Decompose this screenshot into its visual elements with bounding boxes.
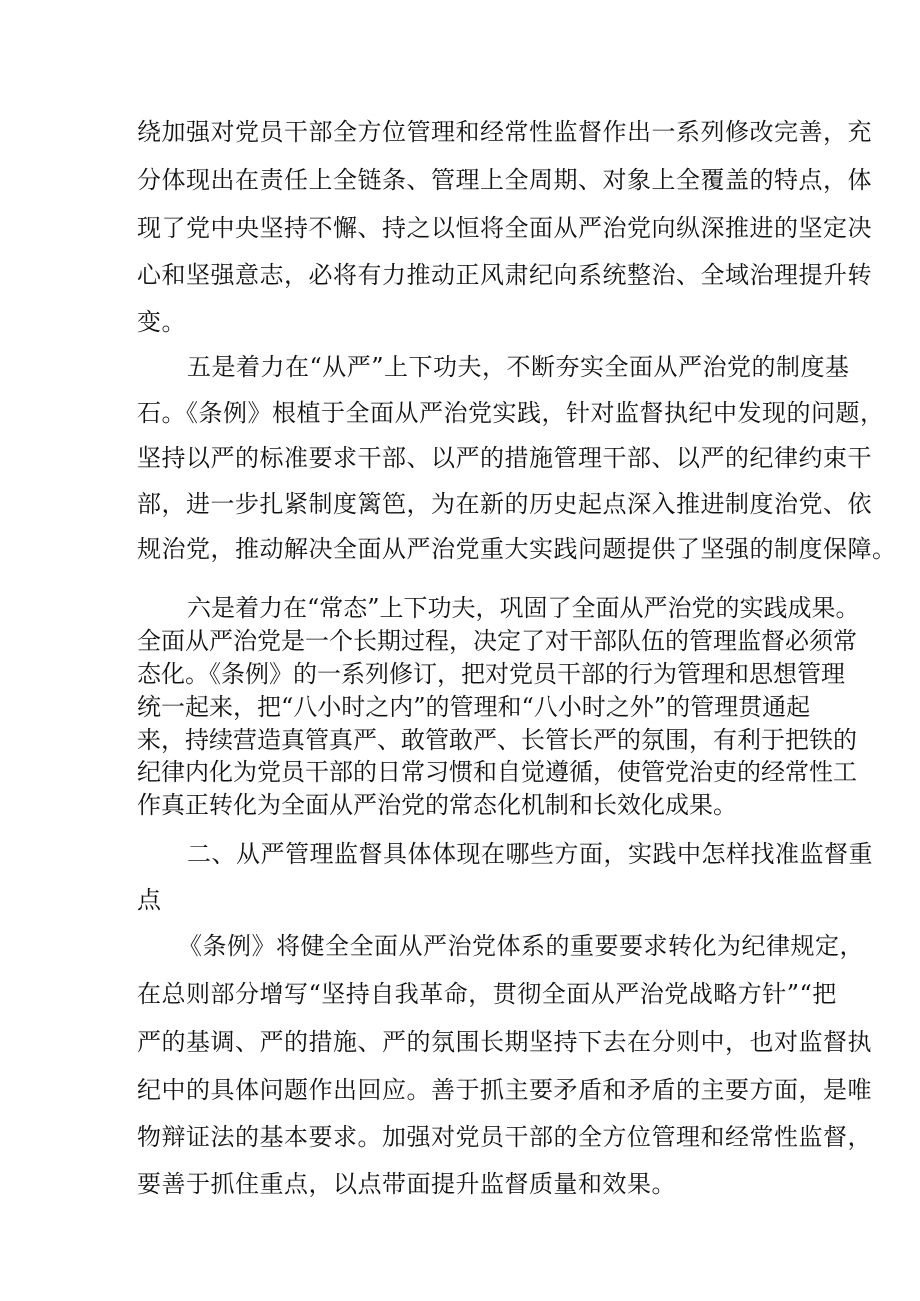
- text-line: 规治党，推动解决全面从严治党重大实践问题提供了坚强的制度保障。: [137, 535, 897, 563]
- heading-line: 点: [137, 886, 162, 914]
- text-line: 来，持续营造真管真严、敢管敢严、长管长严的氛围，有利于把铁的: [137, 726, 857, 754]
- heading-line: 二、从严管理监督具体体现在哪些方面，实践中怎样找准监督重: [187, 840, 873, 868]
- text-line: 五是着力在“从严”上下功夫，不断夯实全面从严治党的制度基: [187, 353, 850, 381]
- text-line: 纪律内化为党员干部的日常习惯和自觉遵循，使管党治吏的经常性工: [137, 758, 857, 786]
- text-line: 部，进一步扎紧制度篱笆，为在新的历史起点深入推进制度治党、依: [137, 490, 872, 518]
- text-line: 现了党中央坚持不懈、持之以恒将全面从严治党向纵深推进的坚定决: [137, 214, 872, 242]
- text-line: 六是着力在“常态”上下功夫，巩固了全面从严治党的实践成果。: [187, 594, 860, 622]
- text-line: 全面从严治党是一个长期过程，决定了对干部队伍的管理监督必须常: [137, 627, 857, 655]
- text-line: 统一起来，把“八小时之内”的管理和“八小时之外”的管理贯通起: [137, 693, 811, 721]
- text-line: 物辩证法的基本要求。加强对党员干部的全方位管理和经常性监督，: [137, 1123, 872, 1151]
- text-line: 分体现出在责任上全链条、管理上全周期、对象上全覆盖的特点，体: [137, 166, 872, 194]
- text-line: 纪中的具体问题作出回应。善于抓主要矛盾和矛盾的主要方面，是唯: [137, 1076, 872, 1104]
- text-line: 坚持以严的标准要求干部、以严的措施管理干部、以严的纪律约束干: [137, 444, 872, 472]
- text-line: 心和坚强意志，必将有力推动正风肃纪向系统整治、全域治理提升转: [137, 261, 872, 289]
- text-line: 石。《条例》根植于全面从严治党实践，针对监督执纪中发现的问题，: [137, 399, 885, 427]
- text-line: 变。: [137, 308, 186, 336]
- text-line: 严的基调、严的措施、严的氛围长期坚持下去在分则中，也对监督执: [137, 1028, 872, 1056]
- text-line: 态化。《条例》的一系列修订，把对党员干部的行为管理和思想管理: [137, 660, 845, 688]
- text-line: 作真正转化为全面从严治党的常态化机制和长效化成果。: [137, 791, 737, 819]
- text-line: 《条例》将健全全面从严治党体系的重要要求转化为纪律规定，: [178, 932, 864, 960]
- text-line: 绕加强对党员干部全方位管理和经常性监督作出一系列修改完善，充: [137, 118, 872, 146]
- text-line: 在总则部分增写“坚持自我革命，贯彻全面从严治党战略方针”“把: [137, 980, 837, 1008]
- text-line: 要善于抓住重点，以点带面提升监督质量和效果。: [137, 1170, 676, 1198]
